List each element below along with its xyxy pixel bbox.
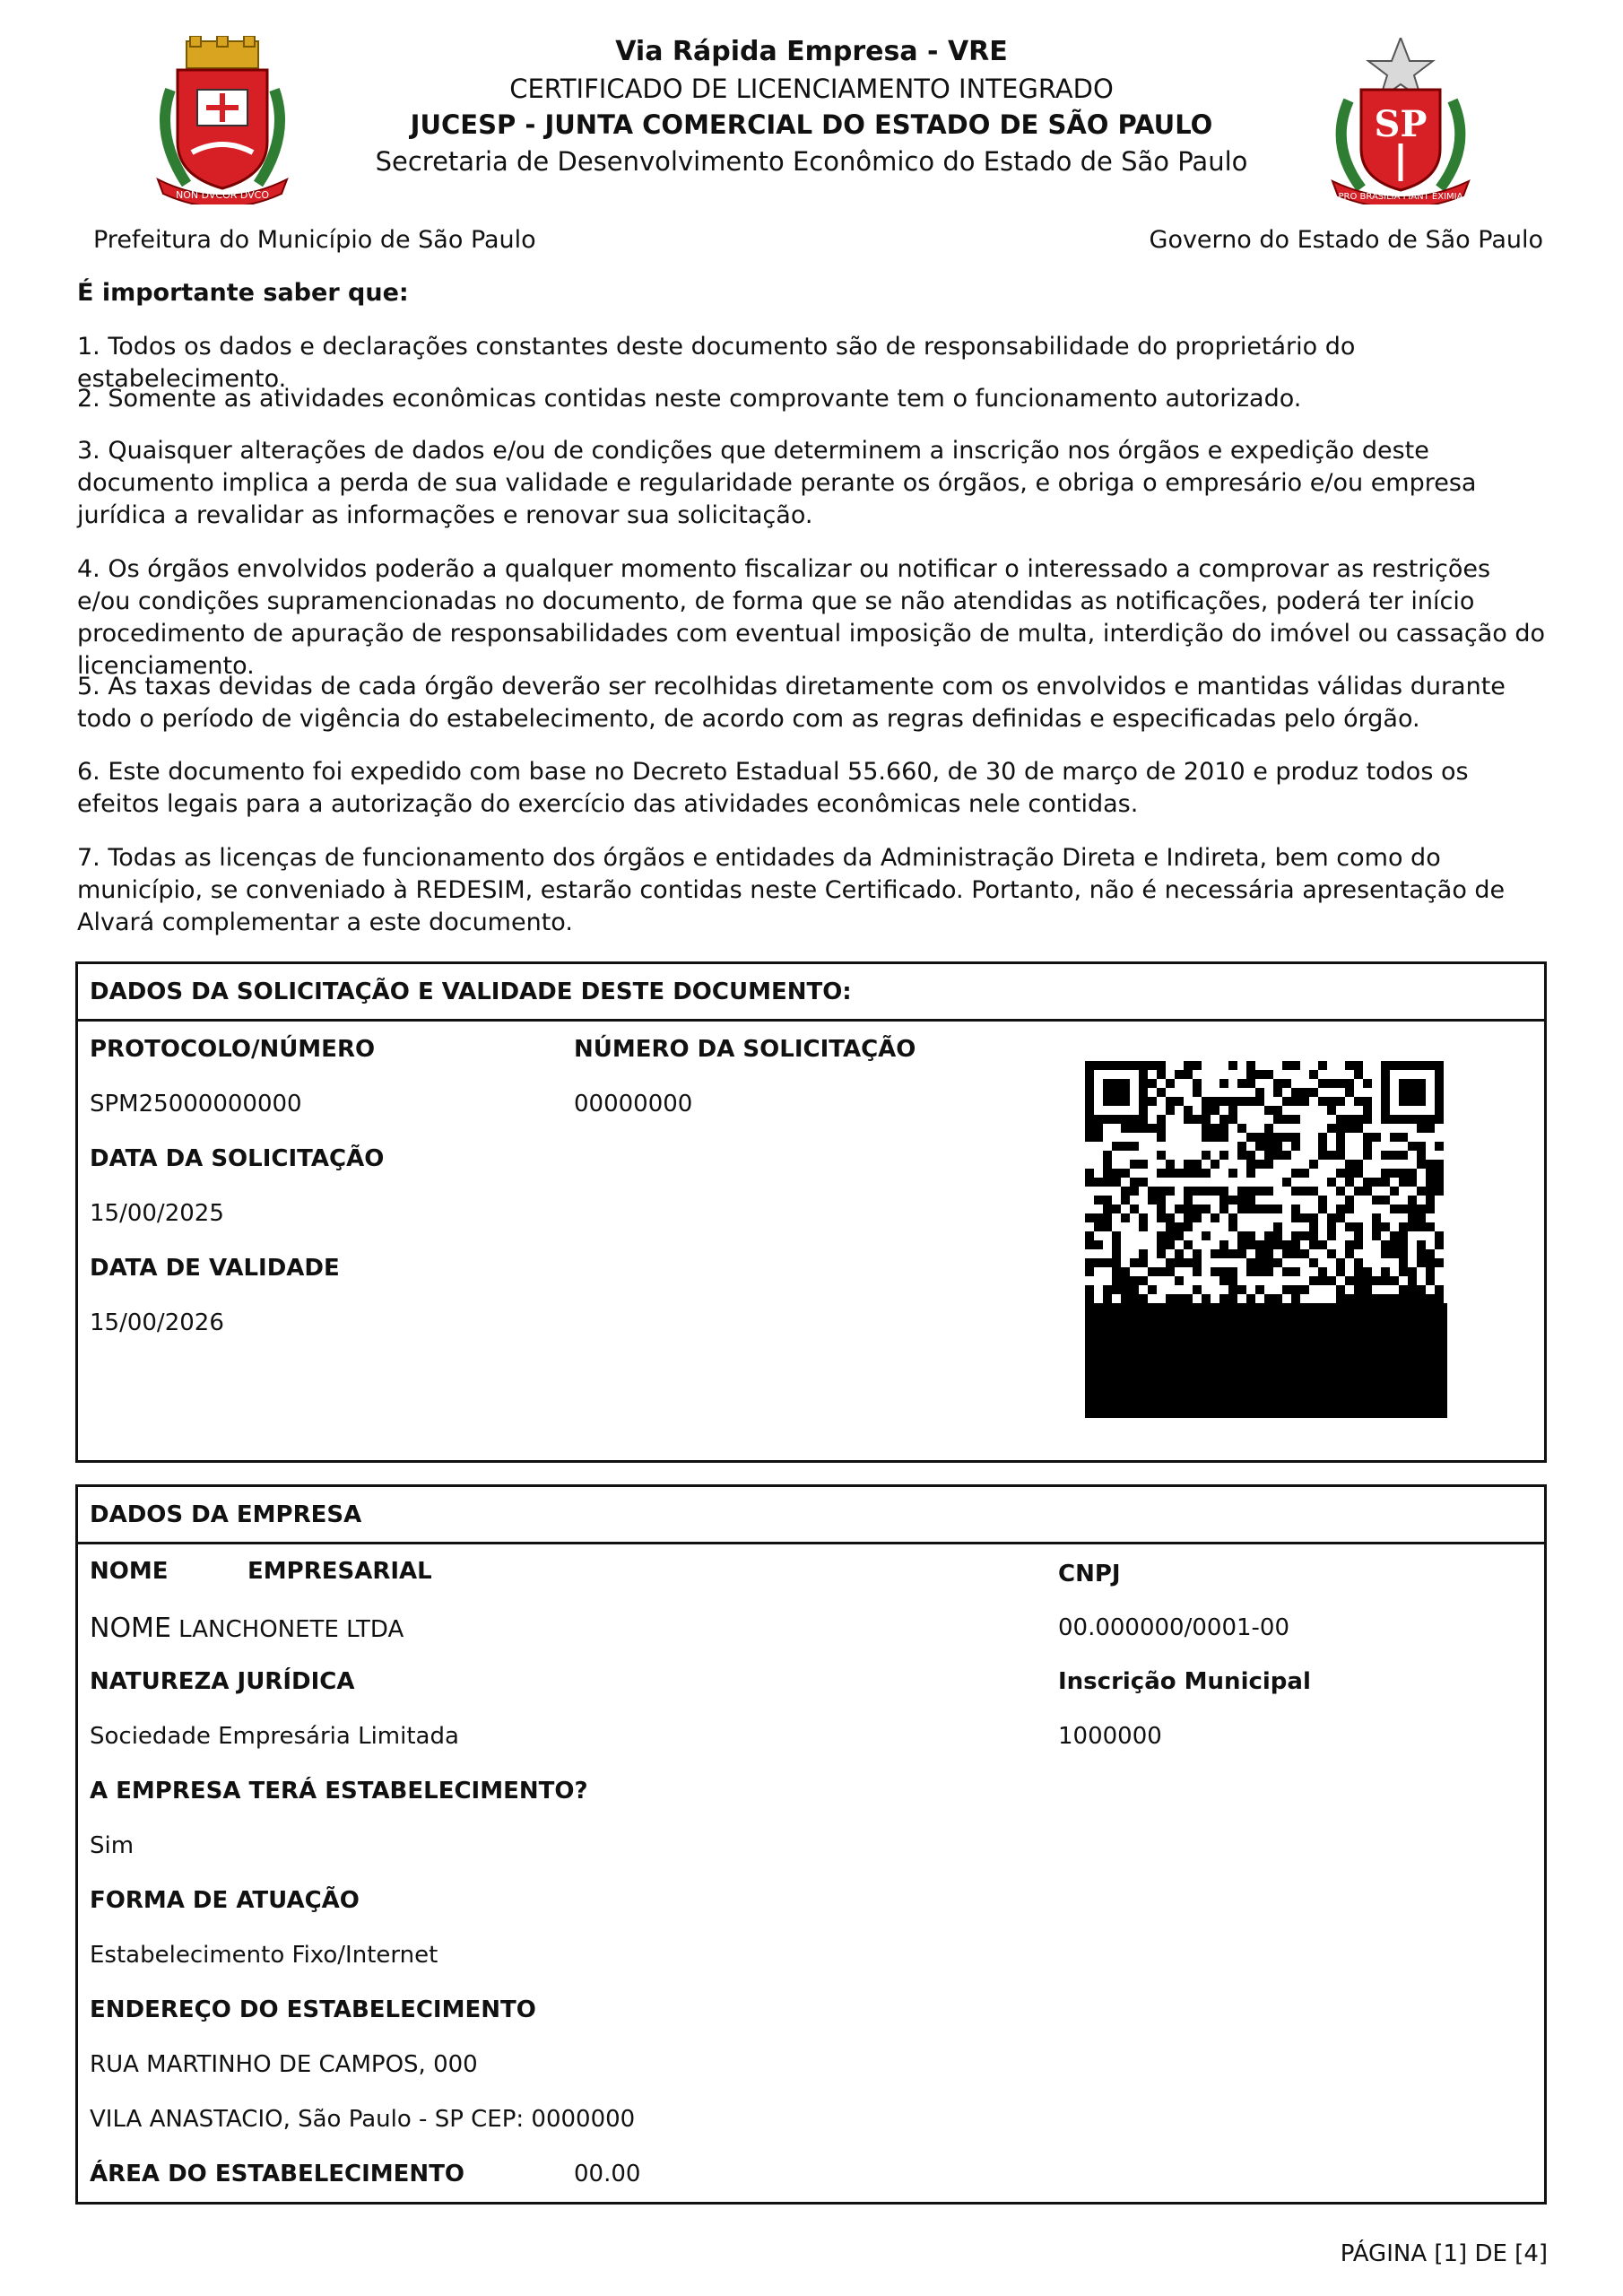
company-name-label-part1: NOME [90, 1558, 169, 1585]
request-data-box [75, 961, 1547, 1463]
address-label: ENDEREÇO DO ESTABELECIMENTO [90, 1996, 536, 2023]
area-value: 00.00 [574, 2161, 641, 2187]
request-number-label: NÚMERO DA SOLICITAÇÃO [574, 1036, 916, 1063]
request-data-title: DADOS DA SOLICITAÇÃO E VALIDADE DESTE DOCUMENTO: [90, 978, 852, 1005]
operation-form-value: Estabelecimento Fixo/Internet [90, 1942, 438, 1969]
qr-code-icon [1085, 1061, 1447, 1303]
note-item-7: 7. Todas as licenças de funcionamento dos órgãos e entidades da Administração Direta e Indireta, bem como do município, se conveniado à REDESIM, estarão contidas neste Certificado. Portanto, não é necessária apresentação de Alvará complementar a este documento. [77, 844, 1506, 936]
note-item-1: 1. Todos os dados e declarações constantes deste documento são de responsabilidade do proprietário do estabelecimento. [77, 333, 1356, 393]
note-item-3: 3. Quaisquer alterações de dados e/ou de condições que determinem a inscrição nos órgãos e expedição deste documento implica a perda de sua validade e regularidade perante os órgãos, e obriga o empresário e/ou empresa jurídica a revalidar as informações e renovar sua solicitação. [77, 437, 1477, 529]
note-item-5: 5. As taxas devidas de cada órgão deverão ser recolhidas diretamente com os envolvidos e mantidas válidas durante todo o período de vigência do estabelecimento, de acordo com as regras definidas e especificadas pelo órgão. [77, 673, 1506, 733]
company-name-prefix: NOME [90, 1613, 171, 1644]
right-seal-letters: SP [1374, 103, 1428, 145]
address-line-2: VILA ANASTACIO, São Paulo - SP CEP: 0000000 [90, 2106, 636, 2133]
company-name-value [90, 1613, 404, 1644]
cnpj-label: CNPJ [1058, 1561, 1121, 1587]
certificate-title: CERTIFICADO DE LICENCIAMENTO INTEGRADO [509, 74, 1114, 104]
legal-nature-label: NATUREZA JURÍDICA [90, 1668, 355, 1695]
left-seal-motto: NON DVCOR DVCO [175, 189, 270, 201]
company-data-box [75, 1484, 1547, 2205]
request-date-value: 15/00/2025 [90, 1200, 224, 1227]
request-data-header [78, 964, 1544, 1022]
important-title: É importante saber que: [77, 279, 409, 307]
sao-paulo-city-coat-of-arms-icon [151, 36, 294, 204]
note-item-6: 6. Este documento foi expedido com base no Decreto Estadual 55.660, de 30 de março de 2010 e produz todos os efeitos legais para a autorização do exercício das atividades econômicas nele contidas. [77, 758, 1469, 818]
company-name-rest: LANCHONETE LTDA [170, 1616, 404, 1643]
operation-form-label: FORMA DE ATUAÇÃO [90, 1887, 360, 1914]
validity-date-label: DATA DE VALIDADE [90, 1255, 340, 1282]
page-number: PÁGINA [1] DE [4] [1340, 2240, 1548, 2267]
sao-paulo-state-coat-of-arms-icon [1324, 38, 1478, 204]
municipal-registration-label: Inscrição Municipal [1058, 1668, 1311, 1695]
right-seal-motto: PRO BRASILIA FIANT EXIMIA [1338, 192, 1463, 202]
note-item-2: 2. Somente as atividades econômicas contidas neste comprovante tem o funcionamento autorizado. [77, 385, 1302, 413]
governo-label: Governo do Estado de São Paulo [1149, 226, 1543, 254]
municipal-registration-value: 1000000 [1058, 1723, 1162, 1750]
cnpj-value: 00.000000/0001-00 [1058, 1614, 1289, 1641]
validity-date-value: 15/00/2026 [90, 1309, 224, 1336]
company-data-title: DADOS DA EMPRESA [90, 1501, 362, 1528]
header-title: Via Rápida Empresa - VRE [615, 36, 1008, 67]
jucesp-title: JUCESP - JUNTA COMERCIAL DO ESTADO DE SÃO PAULO [410, 109, 1213, 140]
protocol-label: PROTOCOLO/NÚMERO [90, 1036, 376, 1063]
area-label: ÁREA DO ESTABELECIMENTO [90, 2161, 465, 2187]
note-item-4: 4. Os órgãos envolvidos poderão a qualquer momento fiscalizar ou notificar o interessado a comprovar as restrições e/ou condições supramencionadas no documento, de forma que se não atendidas as notificações, poderá ter início procedimento de apuração de responsabilidades com eventual imposição de multa, interdição do imóvel ou cassação do licenciamento. [77, 555, 1546, 680]
company-data-header [78, 1487, 1544, 1544]
request-number-value: 00000000 [574, 1091, 693, 1118]
redacted-block [1085, 1303, 1447, 1418]
secretaria-title: Secretaria de Desenvolvimento Econômico do Estado de São Paulo [375, 146, 1248, 177]
legal-nature-value: Sociedade Empresária Limitada [90, 1723, 459, 1750]
request-date-label: DATA DA SOLICITAÇÃO [90, 1145, 385, 1172]
prefeitura-label: Prefeitura do Município de São Paulo [93, 226, 536, 254]
has-establishment-value: Sim [90, 1832, 135, 1859]
protocol-value: SPM25000000000 [90, 1091, 302, 1118]
address-line-1: RUA MARTINHO DE CAMPOS, 000 [90, 2051, 478, 2078]
company-name-label-part2: EMPRESARIAL [247, 1558, 432, 1585]
has-establishment-label: A EMPRESA TERÁ ESTABELECIMENTO? [90, 1778, 588, 1805]
